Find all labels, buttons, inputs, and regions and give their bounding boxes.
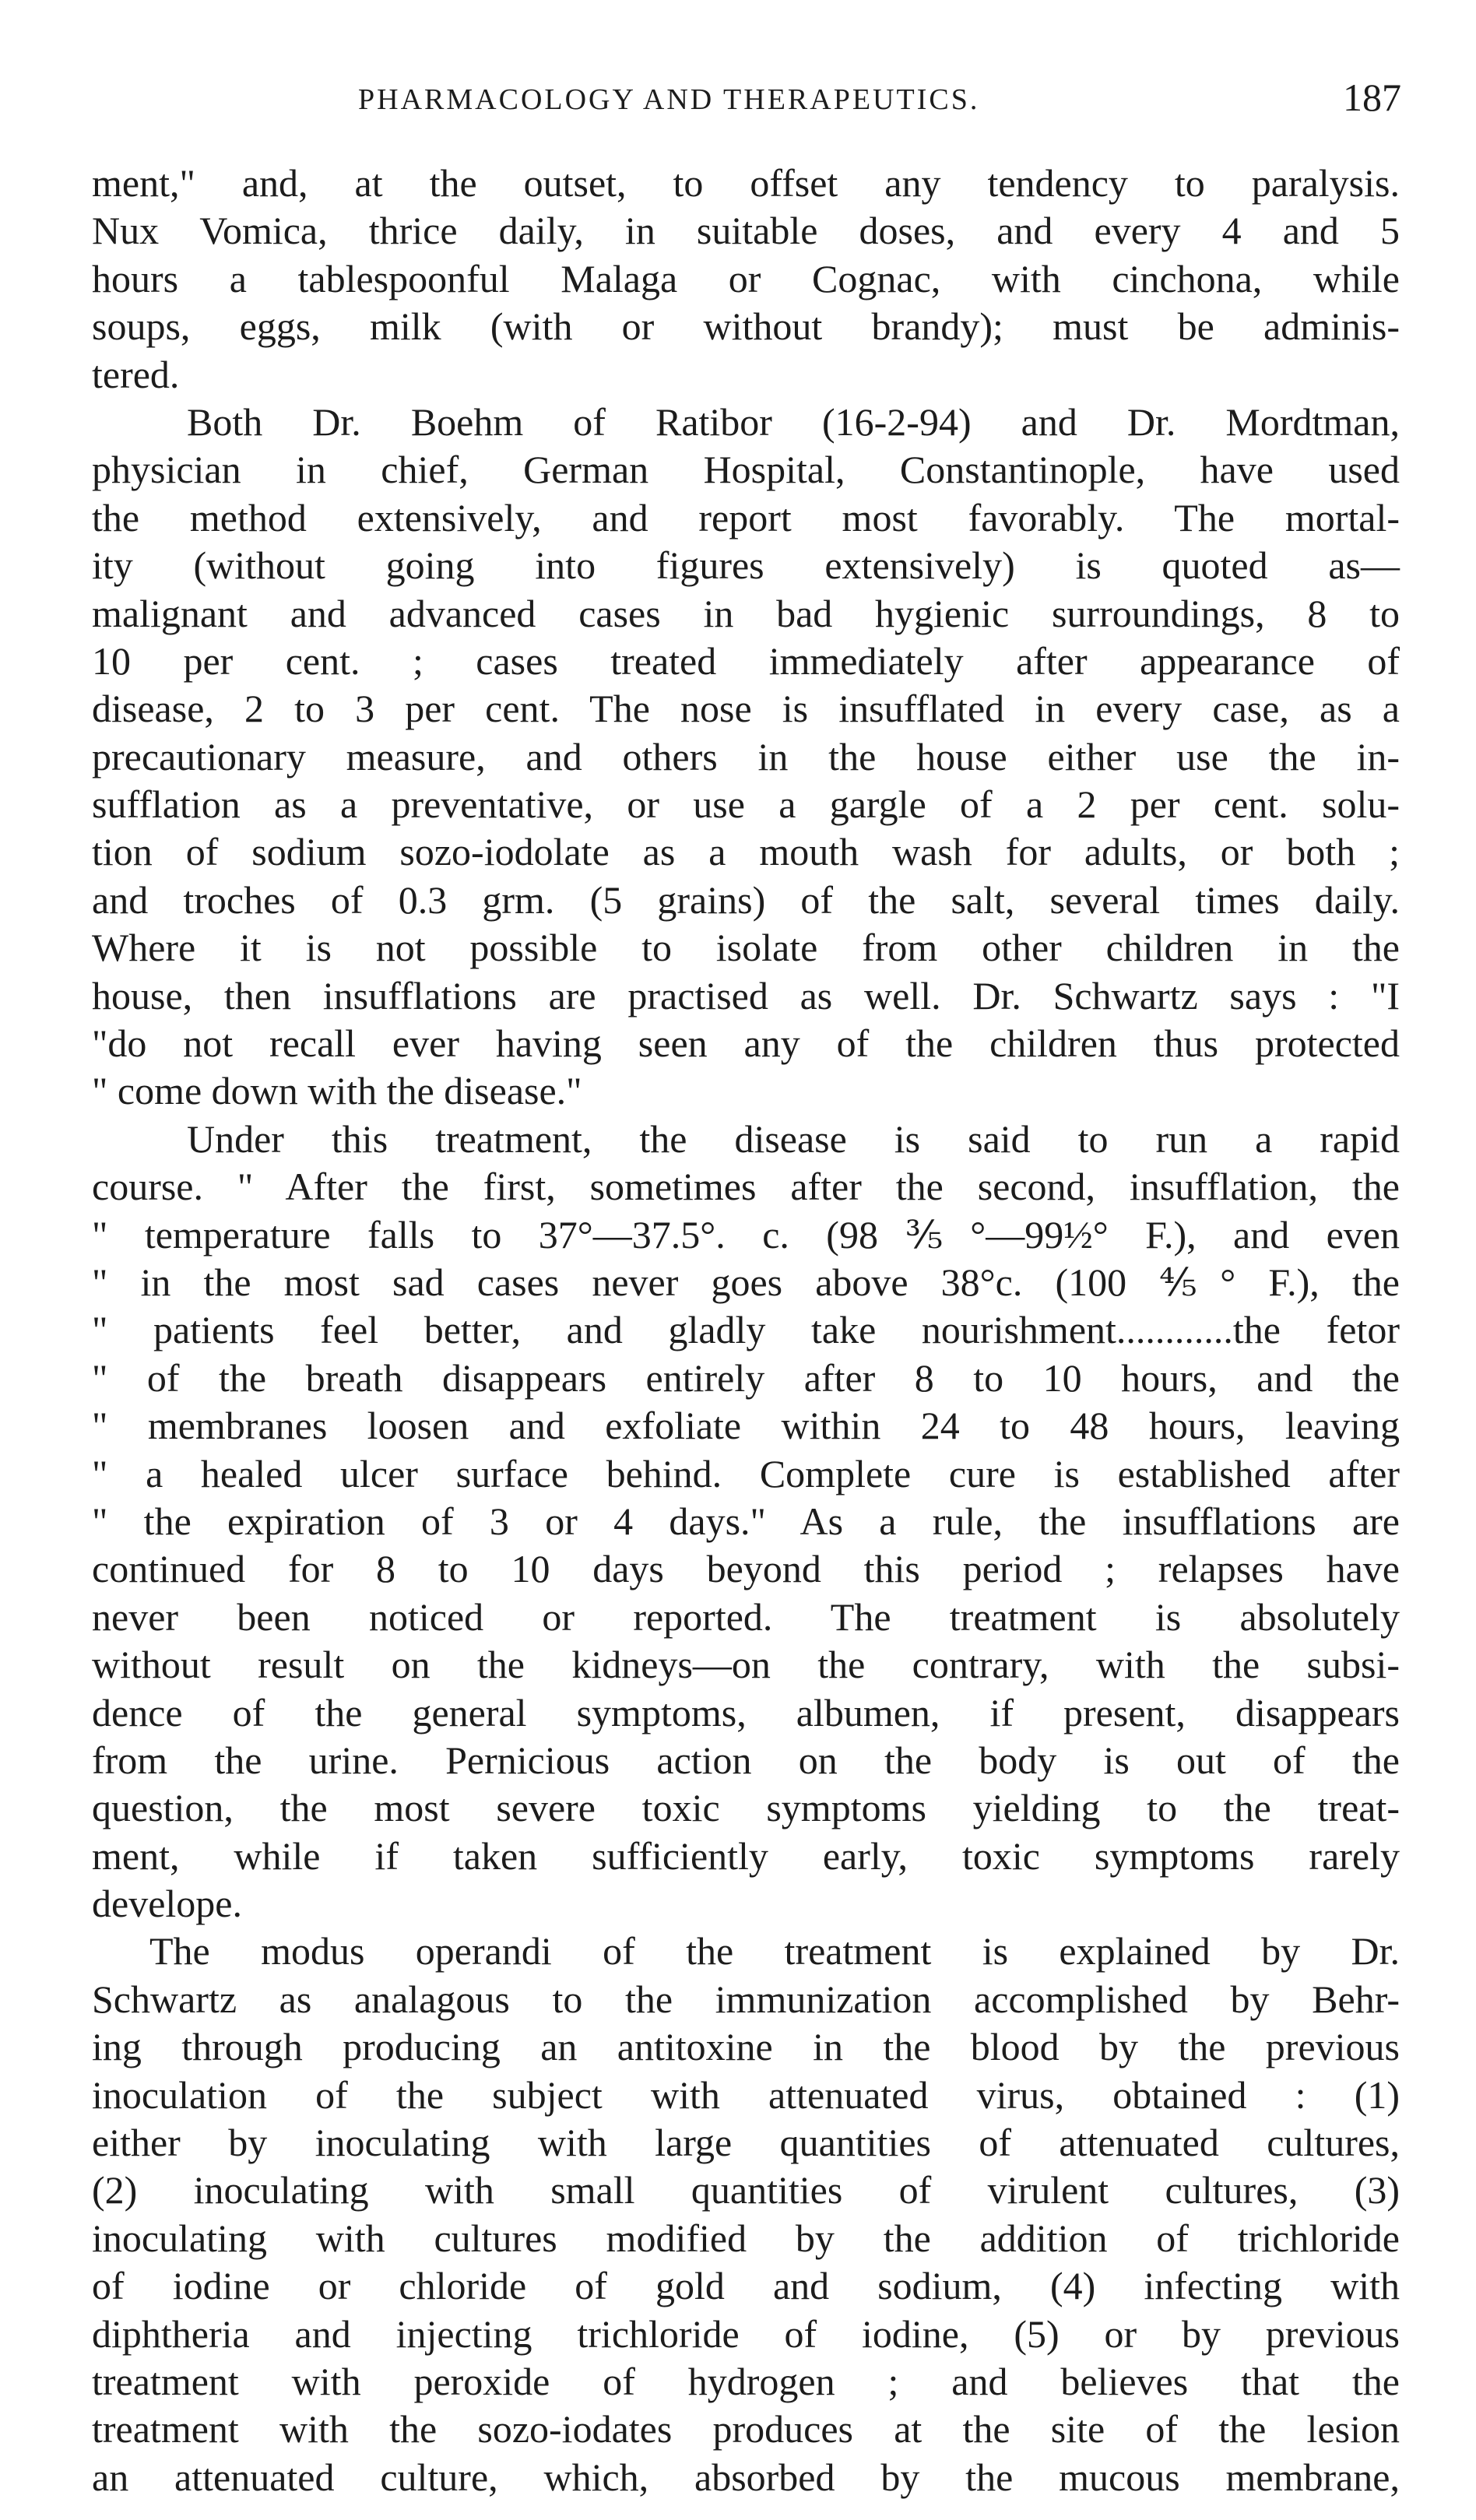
text-line: an attenuated culture, which, absorbed by the mucous membrane, (92, 2455, 1400, 2499)
text-line: never been noticed or reported. The treatment is absolutely (92, 1594, 1400, 1639)
text-line: tered. (92, 352, 180, 396)
text-line: Both Dr. Boehm of Ratibor (16-2-94) and Dr. Mordtman, (187, 399, 1400, 444)
text-line: treatment with peroxide of hydrogen ; and believes that the (92, 2359, 1400, 2403)
body-text (92, 160, 1400, 2501)
text-line: ment, while if taken sufficiently early, toxic symptoms rarely (92, 1833, 1400, 1878)
text-line: (2) inoculating with small quantities of virulent cultures, (3) (92, 2168, 1400, 2212)
text-line: without result on the kidneys—on the contrary, with the subsi- (92, 1643, 1400, 1687)
text-line: Where it is not possible to isolate from other children in the (92, 926, 1400, 970)
text-line: " in the most sad cases never goes above 38°c. (100 ⅘° F.), the (92, 1260, 1400, 1304)
text-line: " of the breath disappears entirely after 8 to 10 hours, and the (92, 1355, 1400, 1400)
text-line: " a healed ulcer surface behind. Complete cure is established after (92, 1451, 1400, 1495)
text-line: ment," and, at the outset, to offset any tendency to paralysis. (92, 161, 1400, 205)
text-line: inoculating with cultures modified by the addition of trichloride (92, 2216, 1400, 2260)
text-line: physician in chief, German Hospital, Constantinople, have used (92, 448, 1400, 492)
text-line: Schwartz as analagous to the immunization accomplished by Behr- (92, 1977, 1400, 2021)
text-line: Under this treatment, the disease is said to run a rapid (187, 1116, 1400, 1161)
text-line: disease, 2 to 3 per cent. The nose is insufflated in every case, as a (92, 687, 1400, 731)
text-line: "do not recall ever having seen any of the children thus protected (92, 1021, 1400, 1066)
text-line: either by inoculating with large quantities of attenuated cultures, (92, 2121, 1400, 2165)
running-title: PHARMACOLOGY AND THERAPEUTICS. (358, 83, 980, 116)
text-line: soups, eggs, milk (with or without brandy); must be adminis- (92, 304, 1400, 349)
text-line: dence of the general symptoms, albumen, if present, disappears (92, 1690, 1400, 1734)
text-line: of iodine or chloride of gold and sodium, (4) infecting with (92, 2264, 1400, 2308)
text-line: from the urine. Pernicious action on the body is out of the (92, 1738, 1400, 1782)
text-line: 10 per cent. ; cases treated immediately after appearance of (92, 638, 1400, 683)
text-line: malignant and advanced cases in bad hygienic surroundings, 8 to (92, 591, 1400, 635)
text-line: and troches of 0.3 grm. (5 grains) of the salt, several times daily. (92, 877, 1400, 922)
text-line: diphtheria and injecting trichloride of iodine, (5) or by previous (92, 2311, 1400, 2356)
paragraph (92, 1928, 1400, 2501)
text-line: course. " After the first, sometimes after the second, insufflation, the (92, 1165, 1400, 1209)
text-line: " patients feel better, and gladly take nourishment............the fetor (92, 1308, 1400, 1352)
text-line: the method extensively, and report most favorably. The mortal- (92, 495, 1400, 539)
text-line: ing through producing an antitoxine in the blood by the previous (92, 2025, 1400, 2069)
paragraph (92, 160, 1400, 399)
text-line: " the expiration of 3 or 4 days." As a rule, the insufflations are (92, 1499, 1400, 1543)
text-line: The modus operandi of the treatment is explained by Dr. (149, 1929, 1400, 1973)
text-line: question, the most severe toxic symptoms yielding to the treat- (92, 1786, 1400, 1830)
text-line: treatment with the sozo-iodates produces at the site of the lesion (92, 2407, 1400, 2451)
paragraph (92, 1116, 1400, 1928)
text-line: precautionary measure, and others in the house either use the in- (92, 734, 1400, 778)
text-line: tion of sodium sozo-iodolate as a mouth wash for adults, or both ; (92, 830, 1400, 874)
running-head (93, 75, 1401, 129)
text-line: inoculation of the subject with attenuated virus, obtained : (1) (92, 2072, 1400, 2117)
page-number: 187 (1343, 76, 1401, 119)
paragraph (92, 399, 1400, 1116)
text-line: house, then insufflations are practised as well. Dr. Schwartz says : "I (92, 973, 1400, 1017)
text-line: continued for 8 to 10 days beyond this period ; relapses have (92, 1547, 1400, 1591)
text-line: sufflation as a preventative, or use a gargle of a 2 per cent. solu- (92, 782, 1400, 827)
text-line: hours a tablespoonful Malaga or Cognac, with cinchona, while (92, 256, 1400, 301)
text-line: develope. (92, 1882, 242, 1926)
text-line: " membranes loosen and exfoliate within 24 to 48 hours, leaving (92, 1404, 1400, 1448)
text-line: " temperature falls to 37°—37.5°. c. (98⅗°—99½° F.), and even (92, 1212, 1400, 1256)
text-line: ity (without going into figures extensively) is quoted as— (92, 543, 1400, 588)
text-line: " come down with the disease." (92, 1069, 582, 1113)
text-line: Nux Vomica, thrice daily, in suitable doses, and every 4 and 5 (92, 209, 1400, 253)
